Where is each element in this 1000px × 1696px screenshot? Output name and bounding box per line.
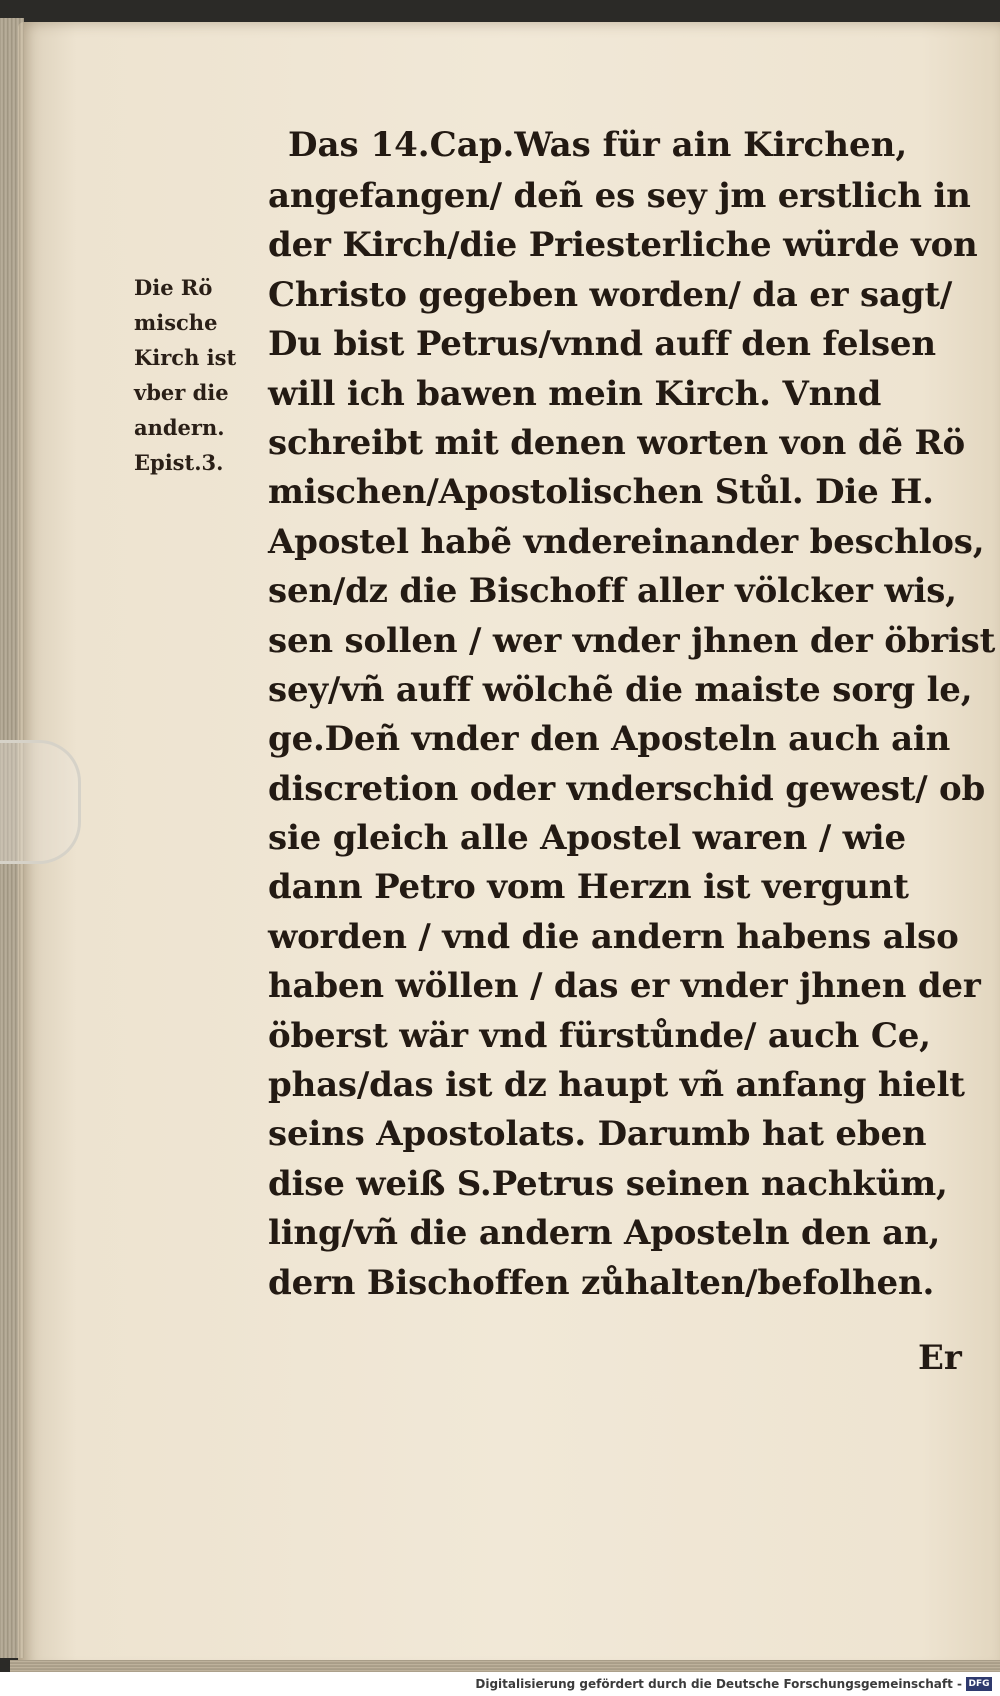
margin-note-line: Epist.3. — [134, 450, 224, 475]
text-line: seins Apostolats. Darumb hat eben — [268, 1114, 927, 1155]
text-line: dise weiß S.Petrus seinen nachküm, — [268, 1163, 948, 1204]
text-line: worden / vnd die andern habens also — [268, 916, 959, 957]
text-line: will ich bawen mein Kirch. Vnnd — [268, 373, 882, 414]
text-line: sie gleich alle Apostel waren / wie — [268, 818, 906, 859]
text-line: phas/das ist dz haupt vñ anfang hielt — [268, 1065, 965, 1106]
text-line: Apostel habẽ vndereinander beschlos, — [268, 521, 985, 562]
footer-credit: Digitalisierung gefördert durch die Deutsche Forschungsgemeinschaft - — [475, 1677, 962, 1691]
text-line: sen sollen / wer vnder jhnen der öbrist — [268, 620, 996, 661]
text-line: schreibt mit denen worten von dẽ Rö — [268, 422, 966, 463]
dfg-logo: DFG — [966, 1677, 992, 1691]
margin-note-line: Die Rö — [134, 275, 213, 300]
text-line: Du bist Petrus/vnnd auff den felsen — [268, 324, 936, 365]
text-line: dern Bischoffen zůhalten/befolhen. — [268, 1262, 935, 1303]
margin-note-line: andern. — [134, 415, 225, 440]
text-line: ling/vñ die andern Aposteln den an, — [268, 1213, 941, 1254]
text-line: angefangen/ deñ es sey jm erstlich in — [268, 176, 971, 216]
text-line: ge.Deñ vnder den Aposteln auch ain — [268, 719, 951, 760]
text-line: der Kirch/die Priesterliche würde von — [268, 225, 978, 266]
catchword: Er — [918, 1338, 962, 1378]
margin-note-line: Kirch ist — [134, 345, 237, 370]
text-line: sen/dz die Bischoff aller völcker wis, — [268, 571, 957, 612]
main-text — [268, 120, 996, 1308]
text-line: sey/vñ auff wölchẽ die maiste sorg le, — [268, 669, 973, 710]
text-line: discretion oder vnderschid gewest/ ob — [268, 768, 986, 809]
margin-note-line: mische — [134, 310, 218, 335]
text-line: haben wöllen / das er vnder jhnen der — [268, 966, 981, 1007]
footer-bar — [0, 1672, 1000, 1696]
text-line: mischen/Apostolischen Stůl. Die H. — [268, 472, 934, 513]
text-line: Christo gegeben worden/ da er sagt/ — [268, 274, 953, 315]
text-line: öberst wär vnd fürstůnde/ auch Ce, — [268, 1015, 931, 1056]
margin-note-line: vber die — [134, 380, 229, 405]
page-clip — [0, 740, 81, 864]
text-line: dann Petro vom Herzn ist vergunt — [268, 867, 909, 908]
running-header: Das 14.Cap.Was für ain Kirchen, — [288, 125, 908, 165]
margin-note — [134, 270, 266, 480]
bottom-page-edges — [10, 1660, 1000, 1672]
